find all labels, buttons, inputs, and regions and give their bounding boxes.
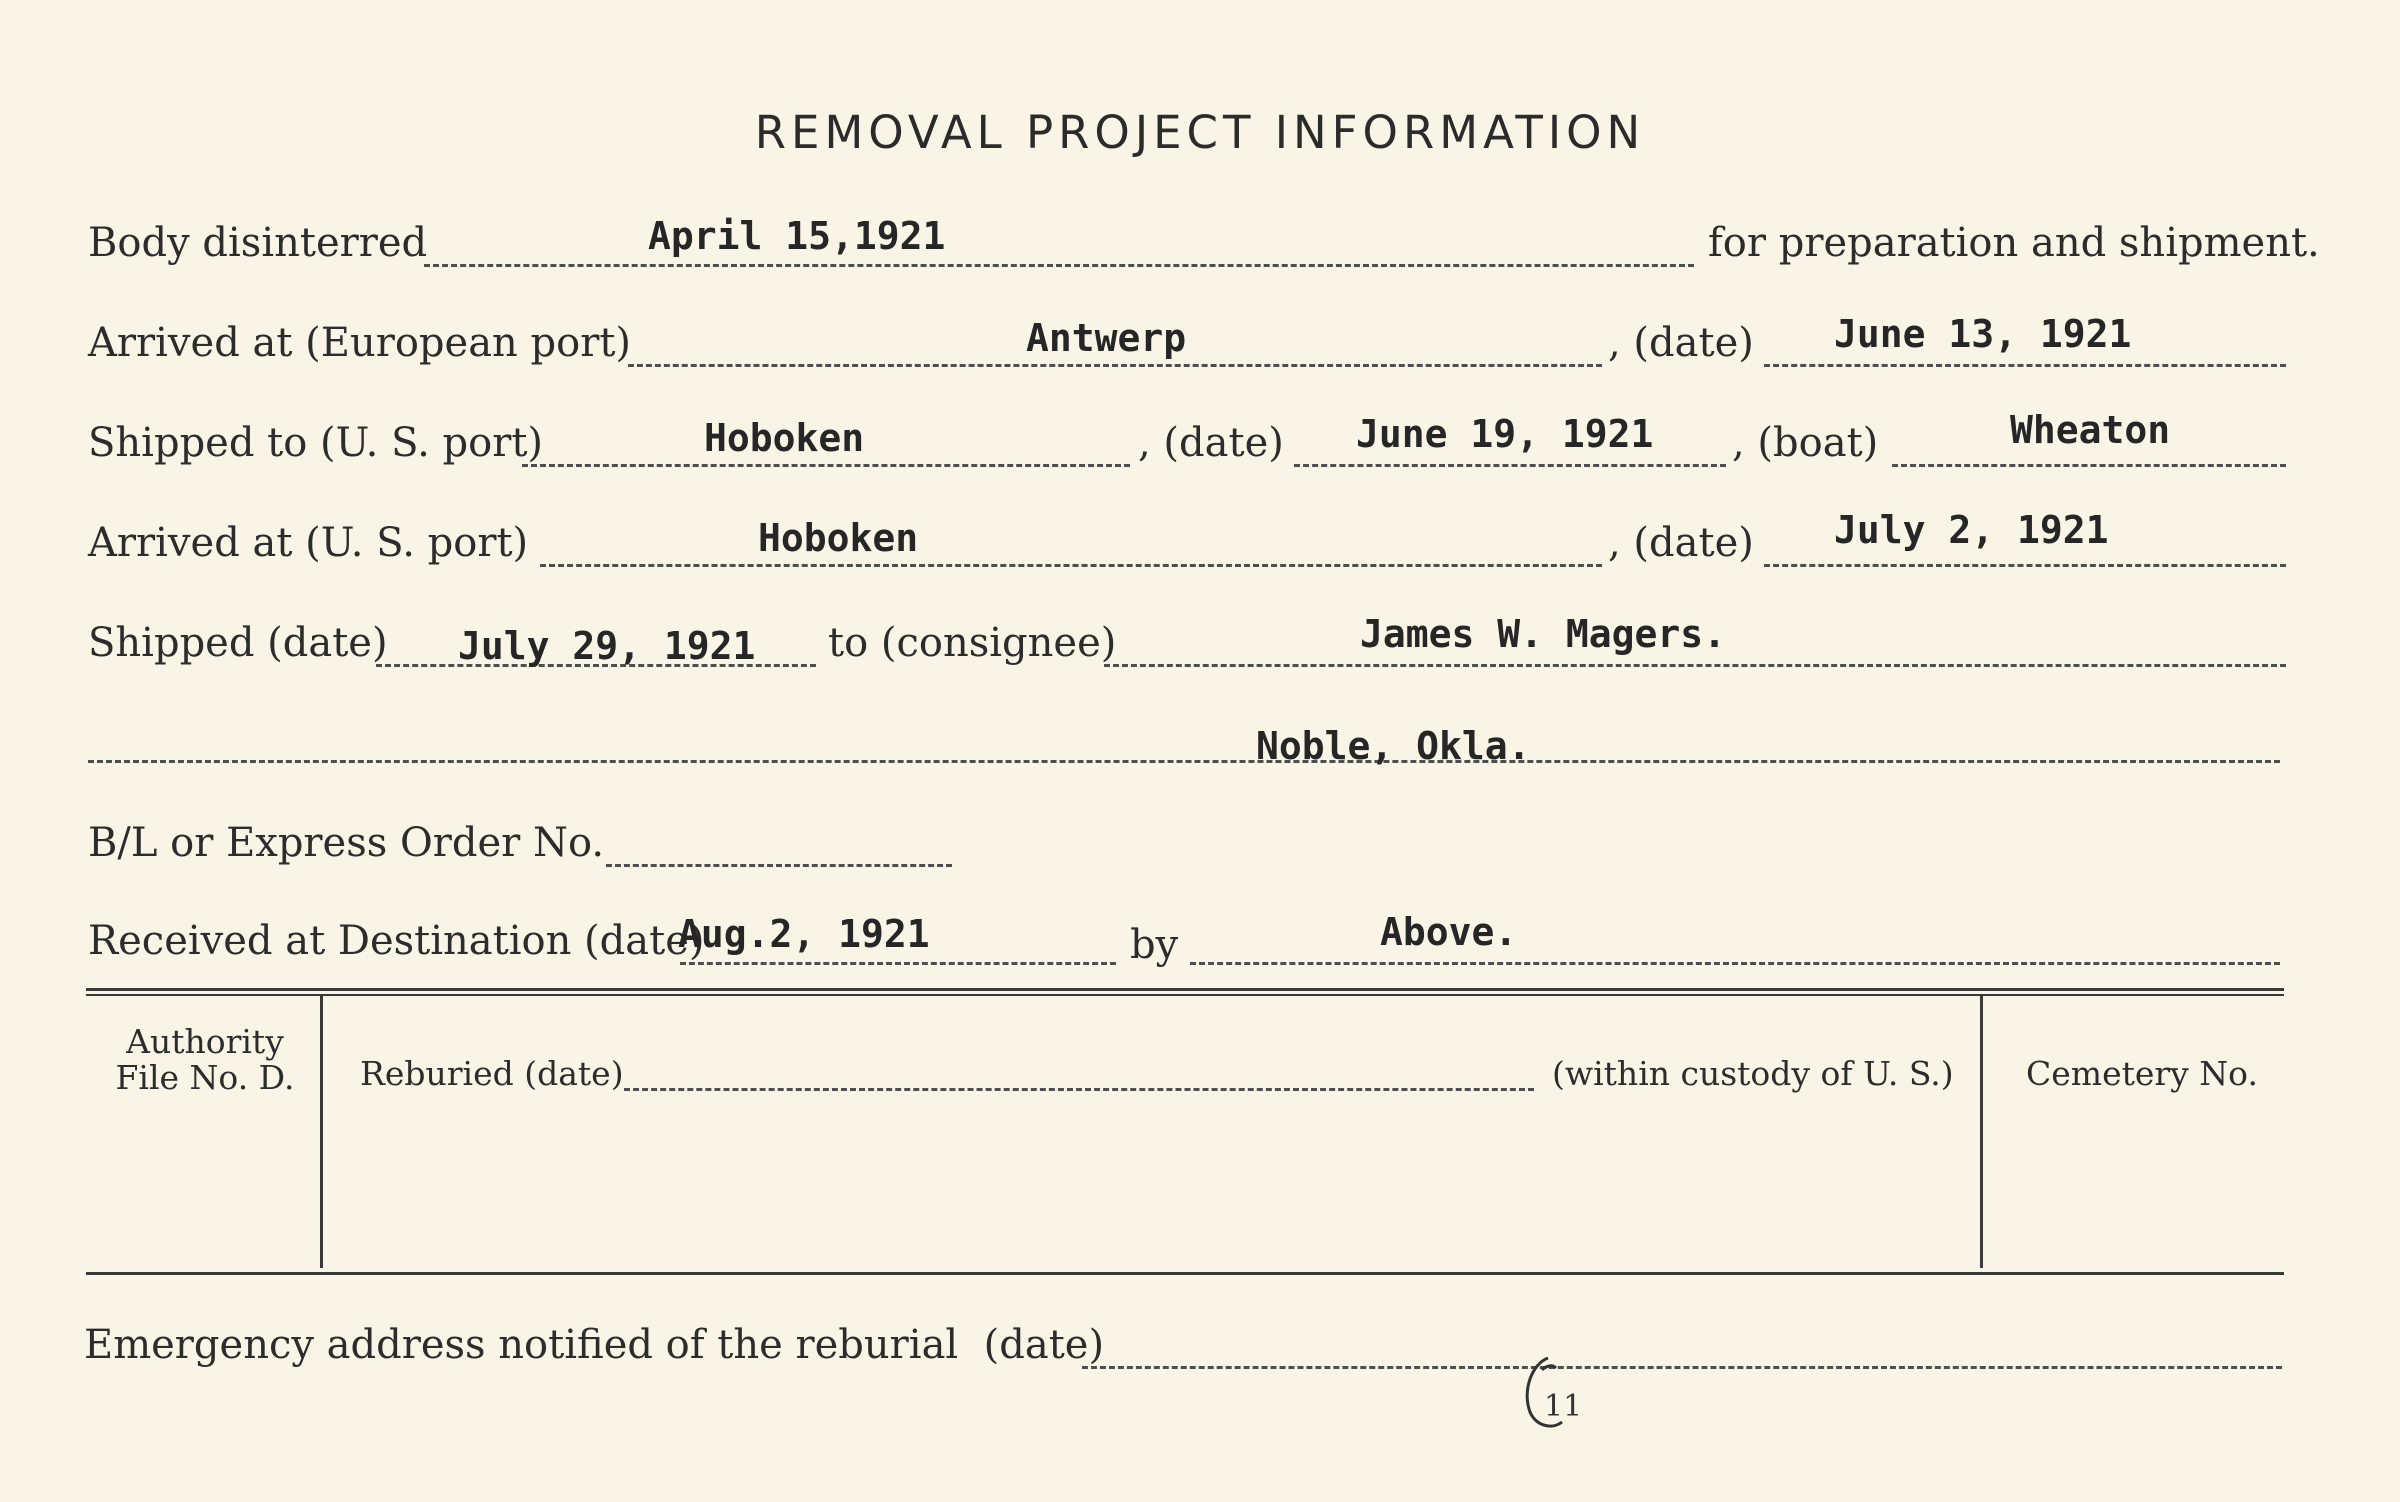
card-title: REMOVAL PROJECT INFORMATION	[754, 106, 1646, 159]
european-port-line	[628, 364, 1602, 367]
consignee-value: James W. Magers.	[1360, 612, 1727, 656]
shipped-to-us-date-line	[1294, 464, 1726, 467]
european-port-label: Arrived at (European port)	[88, 320, 632, 366]
table-divider-right	[1980, 996, 1983, 1268]
disinterred-line	[424, 264, 1694, 267]
received-label: Received at Destination (date)	[88, 918, 705, 964]
arrived-us-label: Arrived at (U. S. port)	[88, 520, 529, 566]
reburied-label: Reburied (date)	[360, 1054, 624, 1093]
shipped-to-us-boat: Wheaton	[2010, 408, 2171, 452]
row-shipped-to-us	[0, 408, 2400, 500]
consignee-line	[1104, 664, 2286, 667]
row-consignee-address	[0, 720, 2400, 800]
shipped-to-us-date: June 19, 1921	[1356, 412, 1654, 456]
received-date: Aug.2, 1921	[678, 912, 930, 956]
arrived-us-date-label: , (date)	[1608, 520, 1754, 566]
european-port-date-line	[1764, 364, 2286, 367]
bl-order-label: B/L or Express Order No.	[88, 820, 605, 866]
bl-order-line	[606, 864, 952, 867]
emergency-label: Emergency address notified of the reburial (date)	[84, 1322, 1105, 1368]
shipped-to-us-port: Hoboken	[704, 416, 865, 460]
row-emergency	[0, 1322, 2400, 1402]
shipped-to-us-boat-line	[1892, 464, 2286, 467]
row-shipped	[0, 612, 2400, 700]
shipped-to-us-line	[522, 464, 1130, 467]
table-divider-left	[320, 996, 323, 1268]
table-top-rule	[86, 988, 2284, 991]
disinterred-suffix: for preparation and shipment.	[1708, 220, 2320, 266]
consignee-address: Noble, Okla.	[1256, 724, 1531, 768]
disinterred-label: Body disinterred	[88, 220, 428, 266]
arrived-us-line	[540, 564, 1602, 567]
received-by-line	[1190, 962, 2280, 965]
arrived-us-date-line	[1764, 564, 2286, 567]
shipped-date: July 29, 1921	[458, 624, 756, 668]
emergency-line	[1082, 1366, 2282, 1369]
row-bl-order	[0, 820, 2400, 900]
handwritten-mark	[1512, 1350, 1602, 1440]
received-date-line	[680, 962, 1116, 965]
cemetery-label: Cemetery No.	[2026, 1054, 2258, 1093]
european-port-date-value: June 13, 1921	[1834, 312, 2132, 356]
received-by: Above.	[1380, 910, 1518, 954]
european-port-date-label: , (date)	[1608, 320, 1754, 366]
row-received	[0, 910, 2400, 998]
row-european-port	[0, 312, 2400, 400]
arrived-us-port: Hoboken	[758, 516, 919, 560]
authority-label: Authority File No. D.	[115, 1022, 295, 1097]
row-arrived-us	[0, 508, 2400, 600]
european-port-value: Antwerp	[1026, 316, 1187, 360]
handwritten-mark-text: 11	[1544, 1389, 1583, 1424]
custody-label: (within custody of U. S.)	[1552, 1054, 1954, 1093]
shipped-to-us-date-label: , (date)	[1138, 420, 1284, 466]
table-top-rule-2	[86, 994, 2284, 996]
received-by-label: by	[1130, 922, 1179, 968]
row-disinterred	[0, 214, 2400, 300]
shipped-to-us-boat-label: , (boat)	[1732, 420, 1879, 466]
shipped-label: Shipped (date)	[88, 620, 388, 666]
reburied-line	[624, 1088, 1534, 1091]
table-bottom-rule	[86, 1272, 2284, 1275]
disinterred-value: April 15,1921	[648, 214, 946, 258]
shipped-to-us-label: Shipped to (U. S. port)	[88, 420, 543, 466]
consignee-label: to (consignee)	[828, 620, 1117, 666]
address-line	[88, 760, 2280, 763]
arrived-us-date: July 2, 1921	[1834, 508, 2109, 552]
